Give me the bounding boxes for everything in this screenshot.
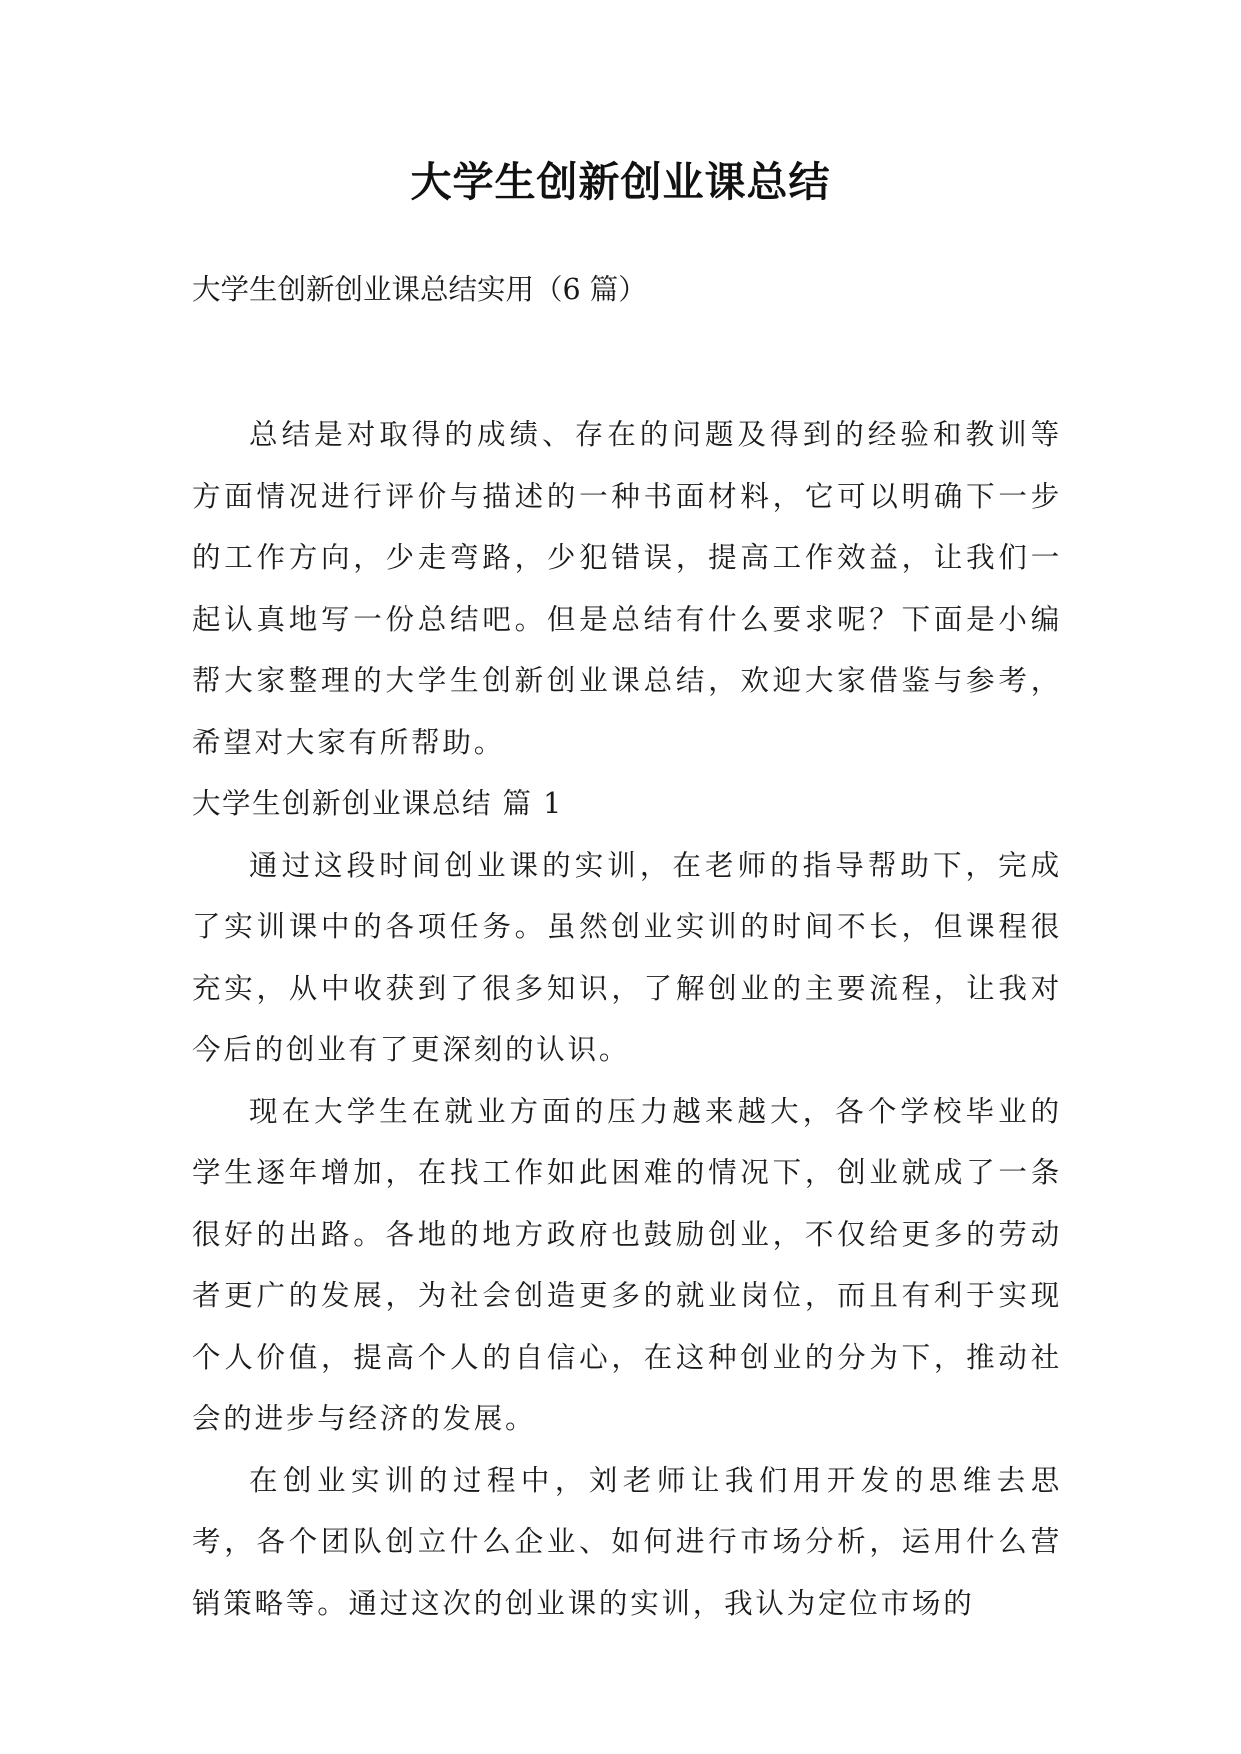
intro-paragraph: 总结是对取得的成绩、存在的问题及得到的经验和教训等方面情况进行评价与描述的一种书面材料，它可以明确下一步的工作方向，少走弯路，少犯错误，提高工作效益，让我们一起认真地写一份总结吧。但是总结有什么要求呢？下面是小编帮大家整理的大学生创新创业课总结，欢迎大家借鉴与参考，希望对大家有所帮助。 (192, 418, 1062, 759)
body-paragraph: 通过这段时间创业课的实训，在老师的指导帮助下，完成了实训课中的各项任务。虽然创业实训的时间不长，但课程很充实，从中收获到了很多知识，了解创业的主要流程，让我对今后的创业有了更深刻的认识。 (192, 848, 1062, 1066)
document-subtitle: 大学生创新创业课总结实用（6 篇） (192, 273, 647, 306)
document-body (192, 404, 1062, 1634)
body-paragraph: 现在大学生在就业方面的压力越来越大，各个学校毕业的学生逐年增加，在找工作如此困难的情况下，创业就成了一条很好的出路。各地的地方政府也鼓励创业，不仅给更多的劳动者更广的发展，为社会创造更多的就业岗位，而且有利于实现个人价值，提高个人的自信心，在这种创业的分为下，推动社会的进步与经济的发展。 (192, 1094, 1062, 1435)
section-heading: 大学生创新创业课总结 篇 1 (192, 787, 563, 820)
document-title: 大学生创新创业课总结 (410, 158, 831, 206)
body-paragraph: 在创业实训的过程中，刘老师让我们用开发的思维去思考，各个团队创立什么企业、如何进行市场分析，运用什么营销策略等。通过这次的创业课的实训，我认为定位市场的 (192, 1463, 1062, 1620)
